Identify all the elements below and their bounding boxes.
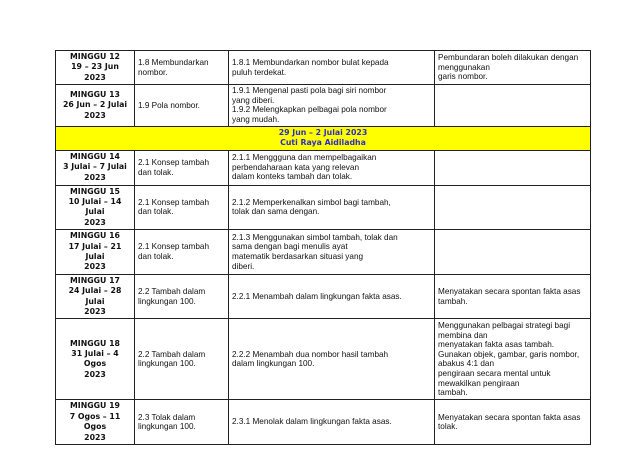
note-text: tolak.: [438, 422, 458, 432]
note-text: menyatakan fakta asas tambah.: [438, 340, 555, 350]
standard-text: 2.1 Konsep tambah: [138, 242, 210, 252]
note-cell: [435, 319, 591, 400]
objective-cell: [229, 400, 435, 445]
week-label: MINGGU 16: [70, 231, 120, 241]
week-label: MINGGU 15: [70, 186, 120, 196]
note-text: tambah.: [438, 296, 468, 306]
holiday-row: [56, 126, 591, 150]
objective-text: 2.1.2 Memperkenalkan simbol bagi tambah,: [232, 197, 391, 207]
objective-cell: [229, 51, 435, 85]
table-row: [56, 85, 591, 126]
objective-text: puluh terdekat.: [232, 67, 287, 77]
table-row: [56, 400, 591, 445]
standard-text: 1.8 Membundarkan: [138, 58, 209, 68]
week-dates: 19 – 23 Jun 2023: [71, 62, 119, 82]
objective-cell: [229, 274, 435, 319]
week-dates: 7 Ogos – 11 Ogos: [69, 411, 121, 432]
objective-text: dalam konteks tambah dan tolak.: [232, 172, 353, 182]
note-text: Pembundaran boleh dilakukan dengan: [438, 53, 579, 63]
note-cell: [435, 400, 591, 445]
standard-cell: [135, 400, 229, 445]
standard-text: dan tolak.: [138, 167, 174, 177]
week-dates: 26 Jun – 2 Julai: [62, 100, 128, 110]
week-cell: [56, 51, 135, 85]
objective-text: 1.9.1 Mengenal pasti pola bagi siri nombor: [232, 86, 387, 96]
objective-cell: [229, 85, 435, 126]
week-year: 2023: [84, 369, 106, 379]
yearly-lesson-plan-table: [55, 50, 591, 445]
standard-text: nombor.: [138, 67, 168, 77]
note-cell: [435, 185, 591, 230]
note-cell: [435, 274, 591, 319]
objective-text: 2.2.2 Menambah dua nombor hasil tambah: [232, 349, 389, 359]
standard-text: 2.2 Tambah dalam: [138, 349, 206, 359]
objective-cell: [229, 319, 435, 400]
objective-cell: [229, 230, 435, 275]
standard-text: 2.2 Tambah dalam: [138, 287, 206, 297]
standard-text: 2.1 Konsep tambah: [138, 197, 210, 207]
note-cell: [435, 230, 591, 275]
note-text: Menyatakan secara spontan fakta asas: [438, 412, 581, 422]
note-text: pengiraan secara mental untuk: [438, 369, 551, 379]
week-cell: [56, 400, 135, 445]
note-text: mewakilkan pengiraan: [438, 378, 520, 388]
note-cell: [435, 150, 591, 185]
objective-text: perbendaharaan kata yang relevan: [232, 162, 360, 172]
standard-cell: [135, 274, 229, 319]
table-row: [56, 185, 591, 230]
week-label: MINGGU 13: [70, 89, 120, 99]
standard-text: 1.9 Pola nombor.: [138, 100, 200, 110]
objective-text: 2.2.1 Menambah dalam lingkungan fakta asas.: [232, 291, 402, 301]
objective-text: diberi.: [232, 261, 255, 271]
standard-cell: [135, 319, 229, 400]
standard-cell: [135, 185, 229, 230]
week-year: 2023: [84, 172, 106, 182]
objective-text: sama dengan bagi menulis ayat: [232, 242, 348, 252]
week-label: MINGGU 18: [70, 338, 120, 348]
holiday-name: Cuti Raya Aidiladha: [280, 138, 366, 148]
note-text: membina dan: [438, 330, 488, 340]
standard-text: lingkungan 100.: [138, 296, 196, 306]
week-dates: 17 Julai – 21 Julai: [68, 241, 122, 262]
note-text: tambah.: [438, 388, 468, 398]
week-cell: [56, 230, 135, 275]
week-year: 2023: [84, 307, 106, 317]
objective-text: yang diberi.: [232, 95, 275, 105]
objective-text: matematik berdasarkan situasi yang: [232, 252, 364, 262]
standard-text: dan tolak.: [138, 207, 174, 217]
standard-cell: [135, 230, 229, 275]
objective-text: tolak dan sama dengan.: [232, 207, 320, 217]
standard-text: lingkungan 100.: [138, 359, 196, 369]
objective-text: 2.3.1 Menolak dalam lingkungan fakta asas.: [232, 417, 392, 427]
standard-cell: [135, 85, 229, 126]
week-label: MINGGU 17: [70, 275, 120, 285]
week-year: 2023: [84, 262, 106, 272]
week-dates: 10 Julai – 14 Julai: [68, 197, 122, 217]
note-text: Menyatakan secara spontan fakta asas: [438, 287, 581, 297]
table-row: [56, 319, 591, 400]
week-cell: [56, 319, 135, 400]
objective-text: 1.8.1 Membundarkan nombor bulat kepada: [232, 58, 389, 68]
note-text: menggunakan: [438, 62, 490, 72]
week-dates: 24 Julai – 28 Julai: [68, 286, 122, 306]
week-dates: 31 Julai – 4 Ogos: [71, 349, 119, 369]
note-text: abakus 4:1 dan: [438, 359, 494, 369]
standard-text: 2.1 Konsep tambah: [138, 158, 210, 167]
standard-text: 2.3 Tolak dalam: [138, 412, 196, 422]
objective-cell: [229, 185, 435, 230]
table-row: [56, 274, 591, 319]
holiday-cell: [56, 126, 591, 150]
week-year: 2023: [84, 110, 106, 120]
week-year: 2023: [84, 432, 106, 442]
standard-cell: [135, 51, 229, 85]
standard-cell: [135, 150, 229, 185]
objective-text: 2.1.3 Menggunakan simbol tambah, tolak dan: [232, 232, 398, 242]
objective-text: 1.9.2 Melengkapkan pelbagai pola nombor: [232, 105, 387, 115]
week-cell: [56, 274, 135, 319]
objective-text: yang mudah.: [232, 115, 280, 124]
standard-text: lingkungan 100.: [138, 422, 196, 432]
week-cell: [56, 185, 135, 230]
standard-text: dan tolak.: [138, 252, 174, 262]
note-text: Menggunakan pelbagai strategi bagi: [438, 321, 571, 331]
note-cell: [435, 51, 591, 85]
objective-text: 2.1.1 Menggguna dan mempelbagaikan: [232, 153, 377, 163]
table-row: [56, 150, 591, 185]
week-label: MINGGU 14: [70, 151, 120, 161]
note-text: garis nombor.: [438, 72, 488, 82]
note-cell: [435, 85, 591, 126]
week-cell: [56, 85, 135, 126]
note-text: Gunakan objek, gambar, garis nombor,: [438, 349, 580, 359]
week-year: 2023: [84, 217, 106, 227]
objective-text: dalam lingkungan 100.: [232, 359, 315, 369]
week-label: MINGGU 12: [70, 52, 120, 61]
week-cell: [56, 150, 135, 185]
holiday-dates: 29 Jun – 2 Julai 2023: [278, 128, 368, 138]
table-row: [56, 51, 591, 85]
table-row: [56, 230, 591, 275]
objective-cell: [229, 150, 435, 185]
week-dates: 3 Julai – 7 Julai: [63, 162, 127, 172]
week-label: MINGGU 19: [70, 401, 120, 411]
